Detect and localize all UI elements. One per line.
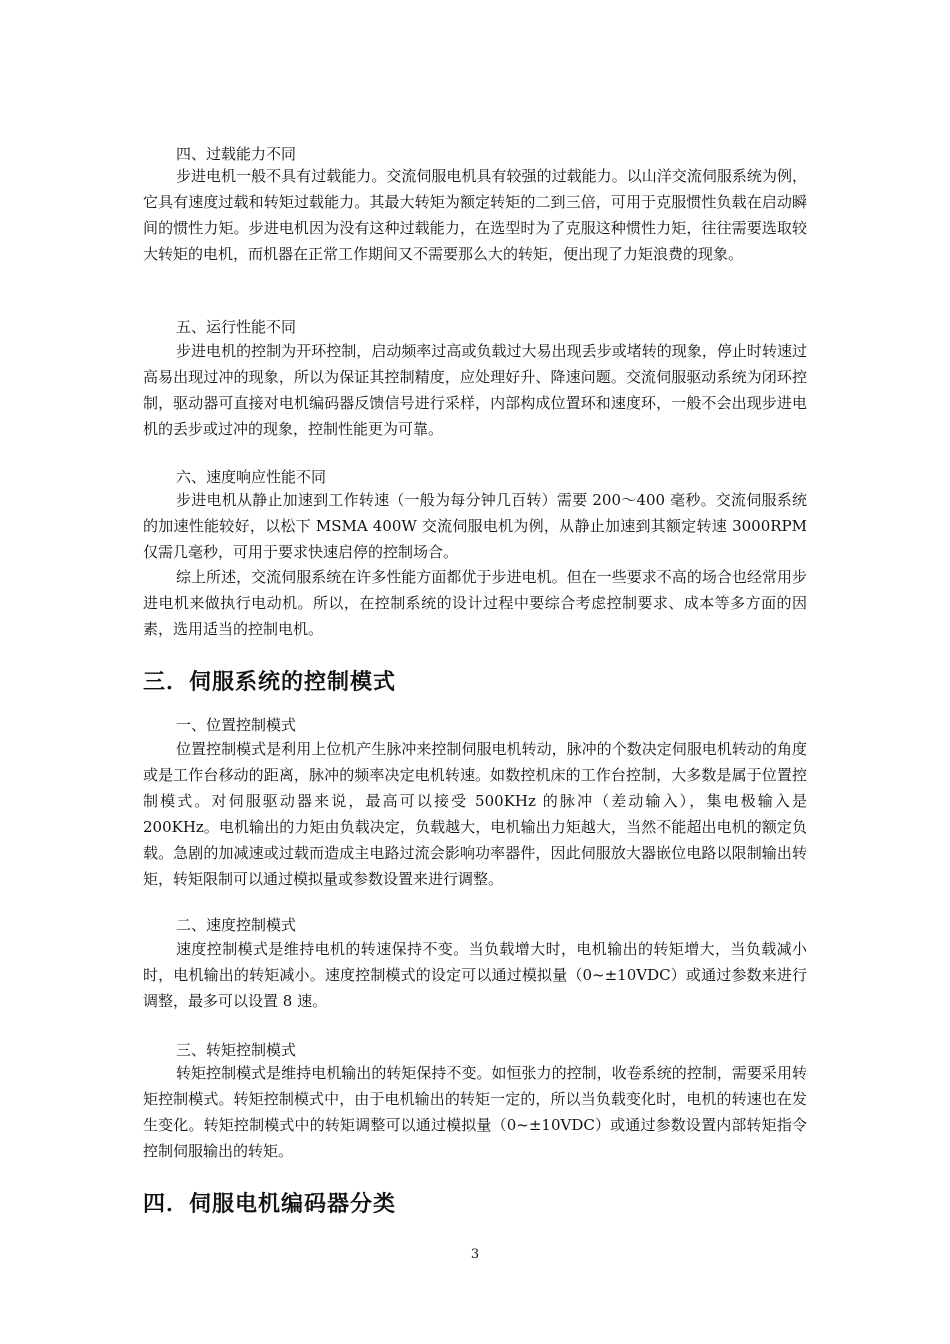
- paragraph-position-mode: 位置控制模式是利用上位机产生脉冲来控制伺服电机转动，脉冲的个数决定伺服电机转动的角度或是工作台移动的距离，脉冲的频率决定电机转速。如数控机床的工作台控制，大多数是属于位置控制模式。对伺服驱动器来说，最高可以接受 500KHz 的脉冲（差动输入），集电极输入是 200KHz。电机输出的力矩由负载决定，负载越大，电机输出力矩越大，当然不能超出电机的额定负载。急剧的加减速或过载而造成主电路过流会影响功率器件，因此伺服放大器嵌位电路以限制输出转矩，转矩限制可以通过模拟量或参数设置来进行调整。: [143, 740, 807, 888]
- paragraph-performance: 步进电机的控制为开环控制，启动频率过高或负载过大易出现丢步或堵转的现象，停止时转速过高易出现过冲的现象，所以为保证其控制精度，应处理好升、降速问题。交流伺服驱动系统为闭环控制，驱动器可直接对电机编码器反馈信号进行采样，内部构成位置环和速度环，一般不会出现步进电机的丢步或过冲的现象，控制性能更为可靠。: [143, 342, 807, 438]
- paragraph-torque-mode: 转矩控制模式是维持电机输出的转矩保持不变。如恒张力的控制，收卷系统的控制，需要采用转矩控制模式。转矩控制模式中，由于电机输出的转矩一定的，所以当负载变化时，电机的转速也在发生变化。转矩控制模式中的转矩调整可以通过模拟量（0~±10VDC）或通过参数设置内部转矩指令控制伺服输出的转矩。: [143, 1064, 807, 1160]
- chapter-title-encoder-types: 四．伺服电机编码器分类: [143, 1191, 397, 1217]
- paragraph-speed-mode: 速度控制模式是维持电机的转速保持不变。当负载增大时，电机输出的转矩增大，当负载减小时，电机输出的转矩减小。速度控制模式的设定可以通过模拟量（0~±10VDC）或通过参数来进行调整，最多可以设置 8 速。: [143, 940, 807, 1010]
- subheading-position-mode: 一、位置控制模式: [176, 716, 297, 734]
- subheading-speed-mode: 二、速度控制模式: [176, 916, 297, 934]
- paragraph-summary: 综上所述，交流伺服系统在许多性能方面都优于步进电机。但在一些要求不高的场合也经常用步进电机来做执行电动机。所以，在控制系统的设计过程中要综合考虑控制要求、成本等多方面的因素，选用适当的控制电机。: [143, 568, 807, 638]
- subheading-torque-mode: 三、转矩控制模式: [176, 1041, 297, 1059]
- paragraph-overload: 步进电机一般不具有过载能力。交流伺服电机具有较强的过载能力。以山洋交流伺服系统为例，它具有速度过载和转矩过载能力。其最大转矩为额定转矩的二到三倍，可用于克服惯性负载在启动瞬间的惯性力矩。步进电机因为没有这种过载能力，在选型时为了克服这种惯性力矩，往往需要选取较大转矩的电机，而机器在正常工作期间又不需要那么大的转矩，便出现了力矩浪费的现象。: [143, 167, 807, 263]
- paragraph-response: 步进电机从静止加速到工作转速（一般为每分钟几百转）需要 200～400 毫秒。交流伺服系统的加速性能较好，以松下 MSMA 400W 交流伺服电机为例，从静止加速到其额定转速 3000RPM 仅需几毫秒，可用于要求快速启停的控制场合。: [143, 491, 807, 561]
- subheading-response: 六、速度响应性能不同: [176, 468, 327, 486]
- subheading-overload: 四、过载能力不同: [176, 145, 297, 163]
- chapter-title-control-modes: 三．伺服系统的控制模式: [143, 669, 397, 695]
- subheading-performance: 五、运行性能不同: [176, 318, 297, 336]
- page-number: 3: [470, 1247, 480, 1262]
